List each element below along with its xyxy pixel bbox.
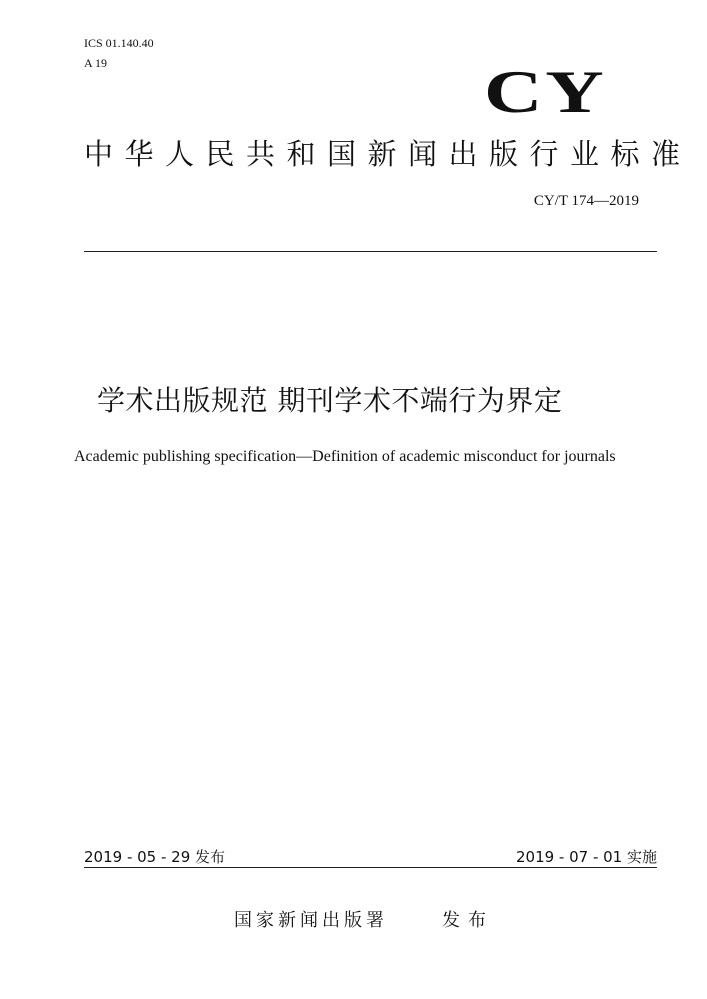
ics-code: ICS 01.140.40 [84, 36, 154, 50]
top-divider [84, 251, 657, 252]
implementation-date: 2019 - 07 - 01 实施 [515, 848, 657, 866]
ccs-code: A 19 [84, 56, 108, 70]
issue-date: 2019 - 05 - 29 发布 [84, 848, 226, 866]
bottom-divider [84, 867, 657, 868]
publish-label: 发布 [442, 910, 494, 931]
publisher-name: 国家新闻出版署 [234, 910, 388, 931]
standard-number: CY/T 174—2019 [533, 193, 639, 209]
document-title-chinese: 学术出版规范 期刊学术不端行为界定 [97, 384, 563, 417]
cy-logo: CY [484, 59, 607, 125]
standard-category-title: 中华人民共和国新闻出版行业标准 [84, 137, 692, 171]
document-title-english: Academic publishing specification—Definition of academic misconduct for journals [74, 448, 616, 465]
